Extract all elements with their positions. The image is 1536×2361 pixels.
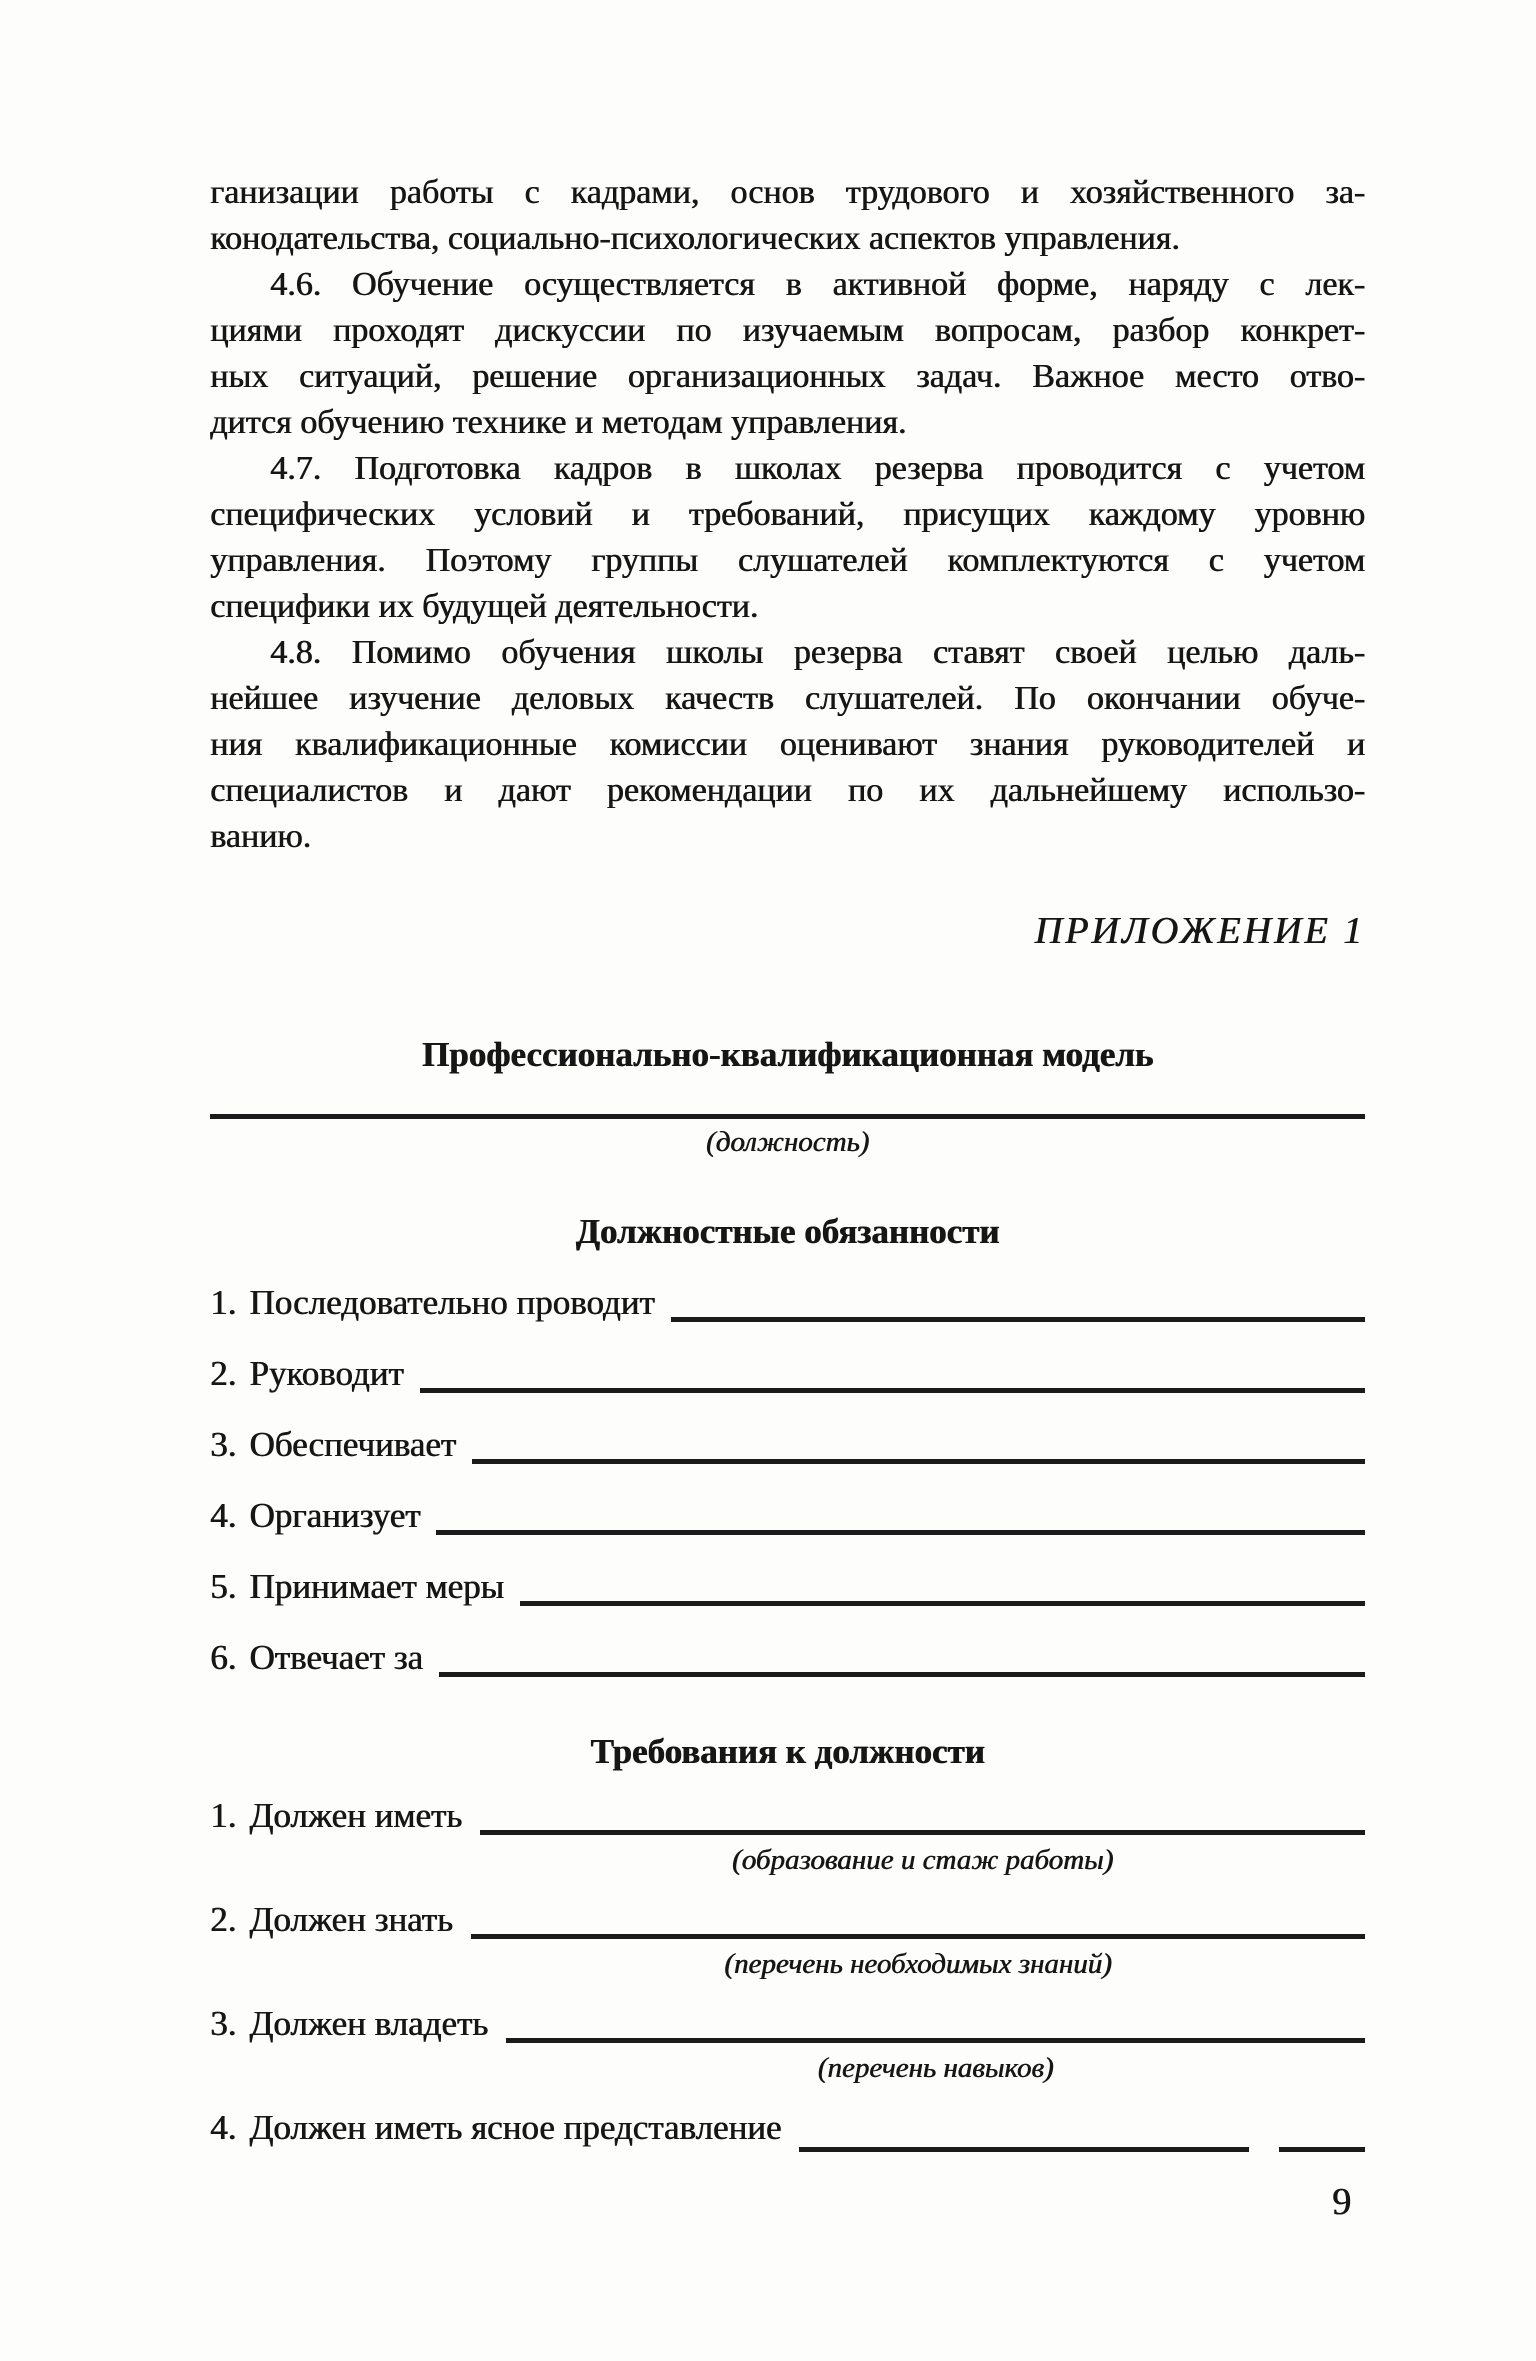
requirement-item	[210, 2001, 1365, 2087]
duty-item	[210, 1635, 1365, 1681]
body-text-line: ных ситуаций, решение организационных задач. Важное место отво-	[210, 358, 1365, 395]
duty-item-label: Принимает меры	[249, 1567, 504, 1606]
blank-line-caption: (перечень необходимых знаний)	[724, 1948, 1112, 1980]
requirement-item-number: 3.	[210, 2004, 237, 2043]
paragraph-4-8	[210, 630, 1365, 860]
blank-line	[1279, 2135, 1365, 2152]
body-text-line: конодательства, социально-психологических аспектов управления.	[210, 220, 1180, 257]
requirement-item-label	[210, 1793, 462, 1839]
duty-item-label: Обеспечивает	[249, 1425, 456, 1464]
paragraph-4-7	[210, 446, 1365, 630]
requirement-item-text: Должен иметь	[249, 1796, 463, 1835]
position-caption: (должность)	[705, 1126, 870, 1158]
body-text-line: ния квалификационные комиссии оценивают знания руководителей и	[210, 726, 1365, 763]
requirement-item-label	[210, 2001, 488, 2047]
duty-item	[210, 1351, 1365, 1397]
requirements-heading: Требования к должности	[590, 1732, 985, 1771]
duty-item-label: Последовательно проводит	[249, 1283, 655, 1322]
duty-item-label: Руководит	[249, 1354, 404, 1393]
body-text-line: ганизации работы с кадрами, основ трудового и хозяйственного за-	[210, 174, 1365, 211]
duty-item-label: Отвечает за	[249, 1638, 423, 1677]
position-blank-line	[210, 1114, 1365, 1119]
body-text-line: нейшее изучение деловых качеств слушателей. По окончании обуче-	[210, 680, 1365, 717]
duty-item	[210, 1422, 1365, 1468]
body-text-line: специфических условий и требований, присущих каждому уровню	[210, 496, 1365, 533]
body-text-line: 4.8. Помимо обучения школы резерва ставят своей целью даль-	[270, 634, 1365, 671]
blank-line	[471, 1922, 1365, 1939]
blank-line	[436, 1518, 1365, 1535]
duty-item-number: 1.	[210, 1283, 237, 1322]
requirement-item-label	[210, 2105, 781, 2151]
blank-line	[520, 1589, 1365, 1606]
duty-item-number: 3.	[210, 1425, 237, 1464]
body-text-line: специалистов и дают рекомендации по их дальнейшему использо-	[210, 772, 1365, 809]
blank-line-split	[799, 2135, 1365, 2147]
requirement-item-label	[210, 1897, 453, 1943]
body-text-line: дится обучению технике и методам управления.	[210, 404, 907, 441]
paragraph-4-6	[210, 262, 1365, 446]
body-text-line: управления. Поэтому группы слушателей комплектуются с учетом	[210, 542, 1365, 579]
body-text-line: циями проходят дискуссии по изучаемым вопросам, разбор конкрет-	[210, 312, 1365, 349]
duty-item-number: 5.	[210, 1567, 237, 1606]
requirement-item	[210, 1897, 1365, 1983]
requirement-item	[210, 2105, 1365, 2151]
blank-line	[671, 1305, 1365, 1322]
body-text-line: специфики их будущей деятельности.	[210, 588, 759, 625]
duty-item	[210, 1493, 1365, 1539]
requirement-item-number: 2.	[210, 1900, 237, 1939]
paragraph-intro	[210, 170, 1365, 262]
blank-line-caption: (образование и стаж работы)	[731, 1844, 1114, 1876]
duties-heading: Должностные обязанности	[575, 1212, 1000, 1251]
blank-line	[506, 2026, 1365, 2043]
requirement-item-number: 4.	[210, 2108, 237, 2147]
requirement-item-number: 1.	[210, 1796, 237, 1835]
requirement-item-text: Должен иметь ясное представление	[249, 2108, 782, 2147]
blank-line	[799, 2135, 1249, 2152]
requirement-item-text: Должен знать	[249, 1900, 453, 1939]
duty-item	[210, 1564, 1365, 1610]
blank-line-caption: (перечень навыков)	[817, 2052, 1054, 2084]
appendix-label: ПРИЛОЖЕНИЕ 1	[1034, 910, 1365, 952]
requirement-item	[210, 1793, 1365, 1879]
body-text-line: 4.6. Обучение осуществляется в активной форме, наряду с лек-	[270, 266, 1365, 303]
duty-item-number: 4.	[210, 1496, 237, 1535]
blank-line	[439, 1660, 1365, 1677]
duty-item-number: 6.	[210, 1638, 237, 1677]
blank-line	[420, 1376, 1365, 1393]
page-number: 9	[1332, 2181, 1351, 2223]
blank-line	[472, 1447, 1365, 1464]
requirement-item-text: Должен владеть	[249, 2004, 489, 2043]
body-text-line: ванию.	[210, 818, 311, 855]
duty-item	[210, 1280, 1365, 1326]
duty-item-number: 2.	[210, 1354, 237, 1393]
model-title: Профессионально-квалификационная модель	[421, 1035, 1154, 1074]
body-text-line: 4.7. Подготовка кадров в школах резерва проводится с учетом	[270, 450, 1365, 487]
duty-item-label: Организует	[249, 1496, 421, 1535]
blank-line	[480, 1818, 1365, 1835]
